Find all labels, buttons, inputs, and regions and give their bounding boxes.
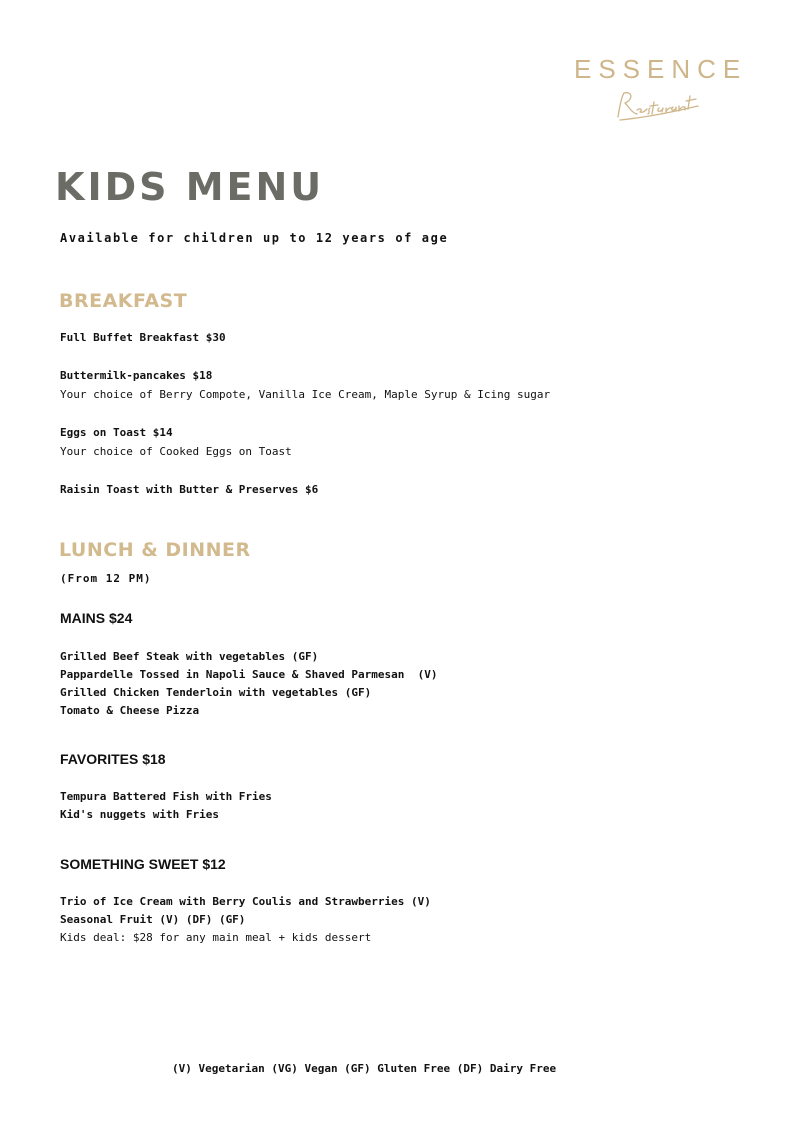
kids-deal-note: Kids deal: $28 for any main meal + kids dessert xyxy=(60,931,372,944)
page-title: KIDS MENU xyxy=(55,165,325,209)
brand-logo xyxy=(572,54,748,124)
menu-item-name: Raisin Toast with Butter & Preserves $6 xyxy=(60,483,319,496)
favorites-heading: FAVORITES $18 xyxy=(60,751,166,767)
lunch-dinner-heading: LUNCH & DINNER xyxy=(59,539,251,561)
menu-item-description: Your choice of Cooked Eggs on Toast xyxy=(60,445,292,458)
menu-item-name: Kid's nuggets with Fries xyxy=(60,808,219,821)
menu-item-name: Tempura Battered Fish with Fries xyxy=(60,790,272,803)
mains-heading: MAINS $24 xyxy=(60,610,133,626)
brand-name: ESSENCE xyxy=(574,54,748,84)
menu-item-name: Pappardelle Tossed in Napoli Sauce & Shaved Parmesan (V) xyxy=(60,668,438,681)
page-subtitle: Available for children up to 12 years of age xyxy=(60,231,449,245)
something-sweet-heading: SOMETHING SWEET $12 xyxy=(60,856,226,872)
menu-item-name: Buttermilk-pancakes $18 xyxy=(60,369,213,382)
menu-item-name: Tomato & Cheese Pizza xyxy=(60,704,200,717)
menu-item-name: Grilled Chicken Tenderloin with vegetables (GF) xyxy=(60,686,372,699)
menu-item-name: Seasonal Fruit (V) (DF) (GF) xyxy=(60,913,246,926)
dietary-legend: (V) Vegetarian (VG) Vegan (GF) Gluten Free (DF) Dairy Free xyxy=(172,1062,557,1075)
breakfast-heading: BREAKFAST xyxy=(59,290,188,312)
menu-item-name: Full Buffet Breakfast $30 xyxy=(60,331,226,344)
menu-item-name: Grilled Beef Steak with vegetables (GF) xyxy=(60,650,319,663)
menu-item-name: Trio of Ice Cream with Berry Coulis and Strawberries (V) xyxy=(60,895,431,908)
menu-item-description: Your choice of Berry Compote, Vanilla Ice Cream, Maple Syrup & Icing sugar xyxy=(60,388,551,401)
brand-script-logo xyxy=(610,84,710,124)
lunch-dinner-note: (From 12 PM) xyxy=(60,572,152,585)
menu-item-name: Eggs on Toast $14 xyxy=(60,426,173,439)
